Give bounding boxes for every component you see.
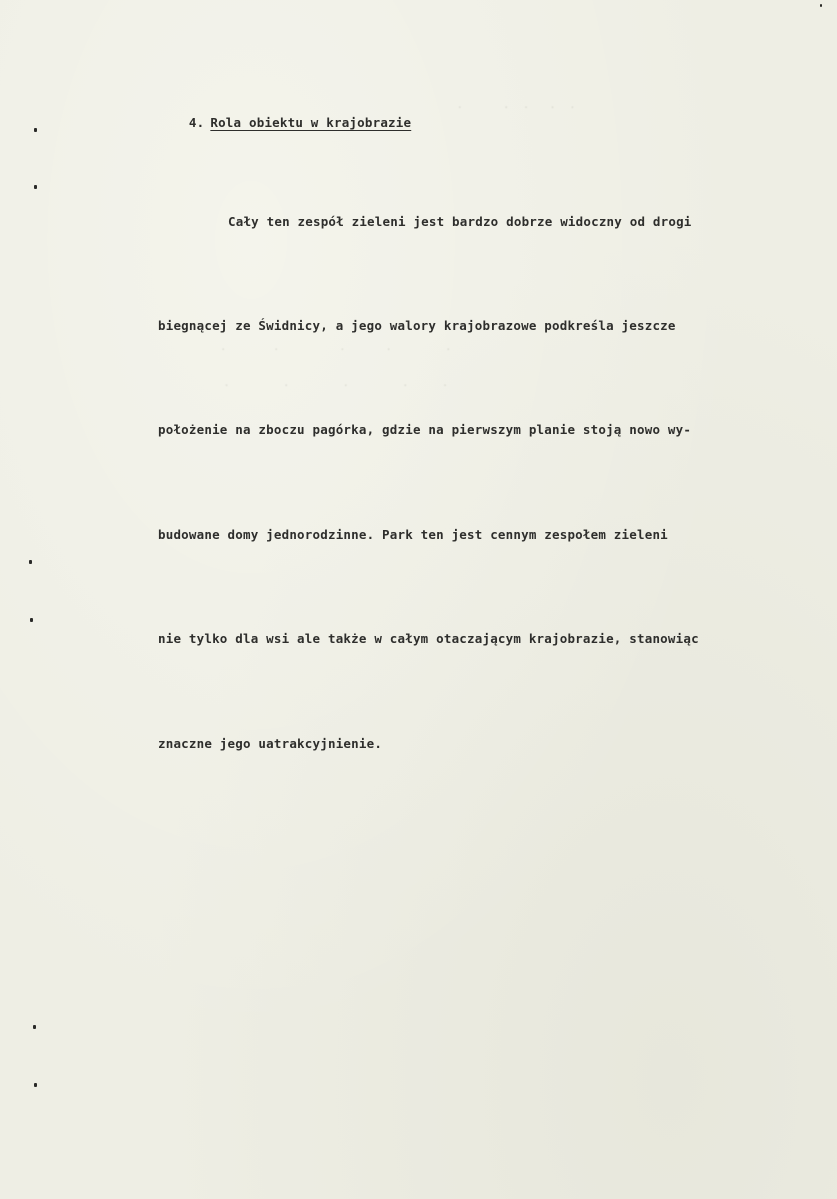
- show-through-text: . . . . .: [430, 98, 576, 111]
- margin-mark: [29, 560, 32, 564]
- paragraph-line: nie tylko dla wsi ale także w całym otaczającym krajobrazie, stanowiąc: [158, 631, 699, 647]
- margin-mark: [34, 185, 37, 189]
- paragraph-line: Cały ten zespół zieleni jest bardzo dobrze widoczny od drogi: [228, 213, 692, 229]
- paragraph-line: położenie na zboczu pagórka, gdzie na pierwszym planie stoją nowo wy-: [158, 422, 692, 438]
- show-through-text: . . . . .: [210, 376, 449, 389]
- section-title: Rola obiektu w krajobrazie: [210, 115, 412, 130]
- paragraph-line: budowane domy jednorodzinne. Park ten jest cennym zespołem zieleni: [158, 526, 668, 542]
- margin-mark: [33, 1025, 36, 1029]
- margin-mark: [820, 4, 822, 7]
- show-through-text: . . . . .: [200, 340, 452, 353]
- margin-mark: [34, 128, 37, 132]
- paragraph: [158, 135, 798, 831]
- paragraph-line: znaczne jego uatrakcyjnienie.: [158, 735, 383, 751]
- section-number: 4.: [188, 115, 205, 130]
- margin-mark: [34, 1083, 37, 1087]
- margin-mark: [30, 618, 33, 622]
- paragraph-line: biegnącej ze Świdnicy, a jego walory krajobrazowe podkreśla jeszcze: [158, 317, 676, 333]
